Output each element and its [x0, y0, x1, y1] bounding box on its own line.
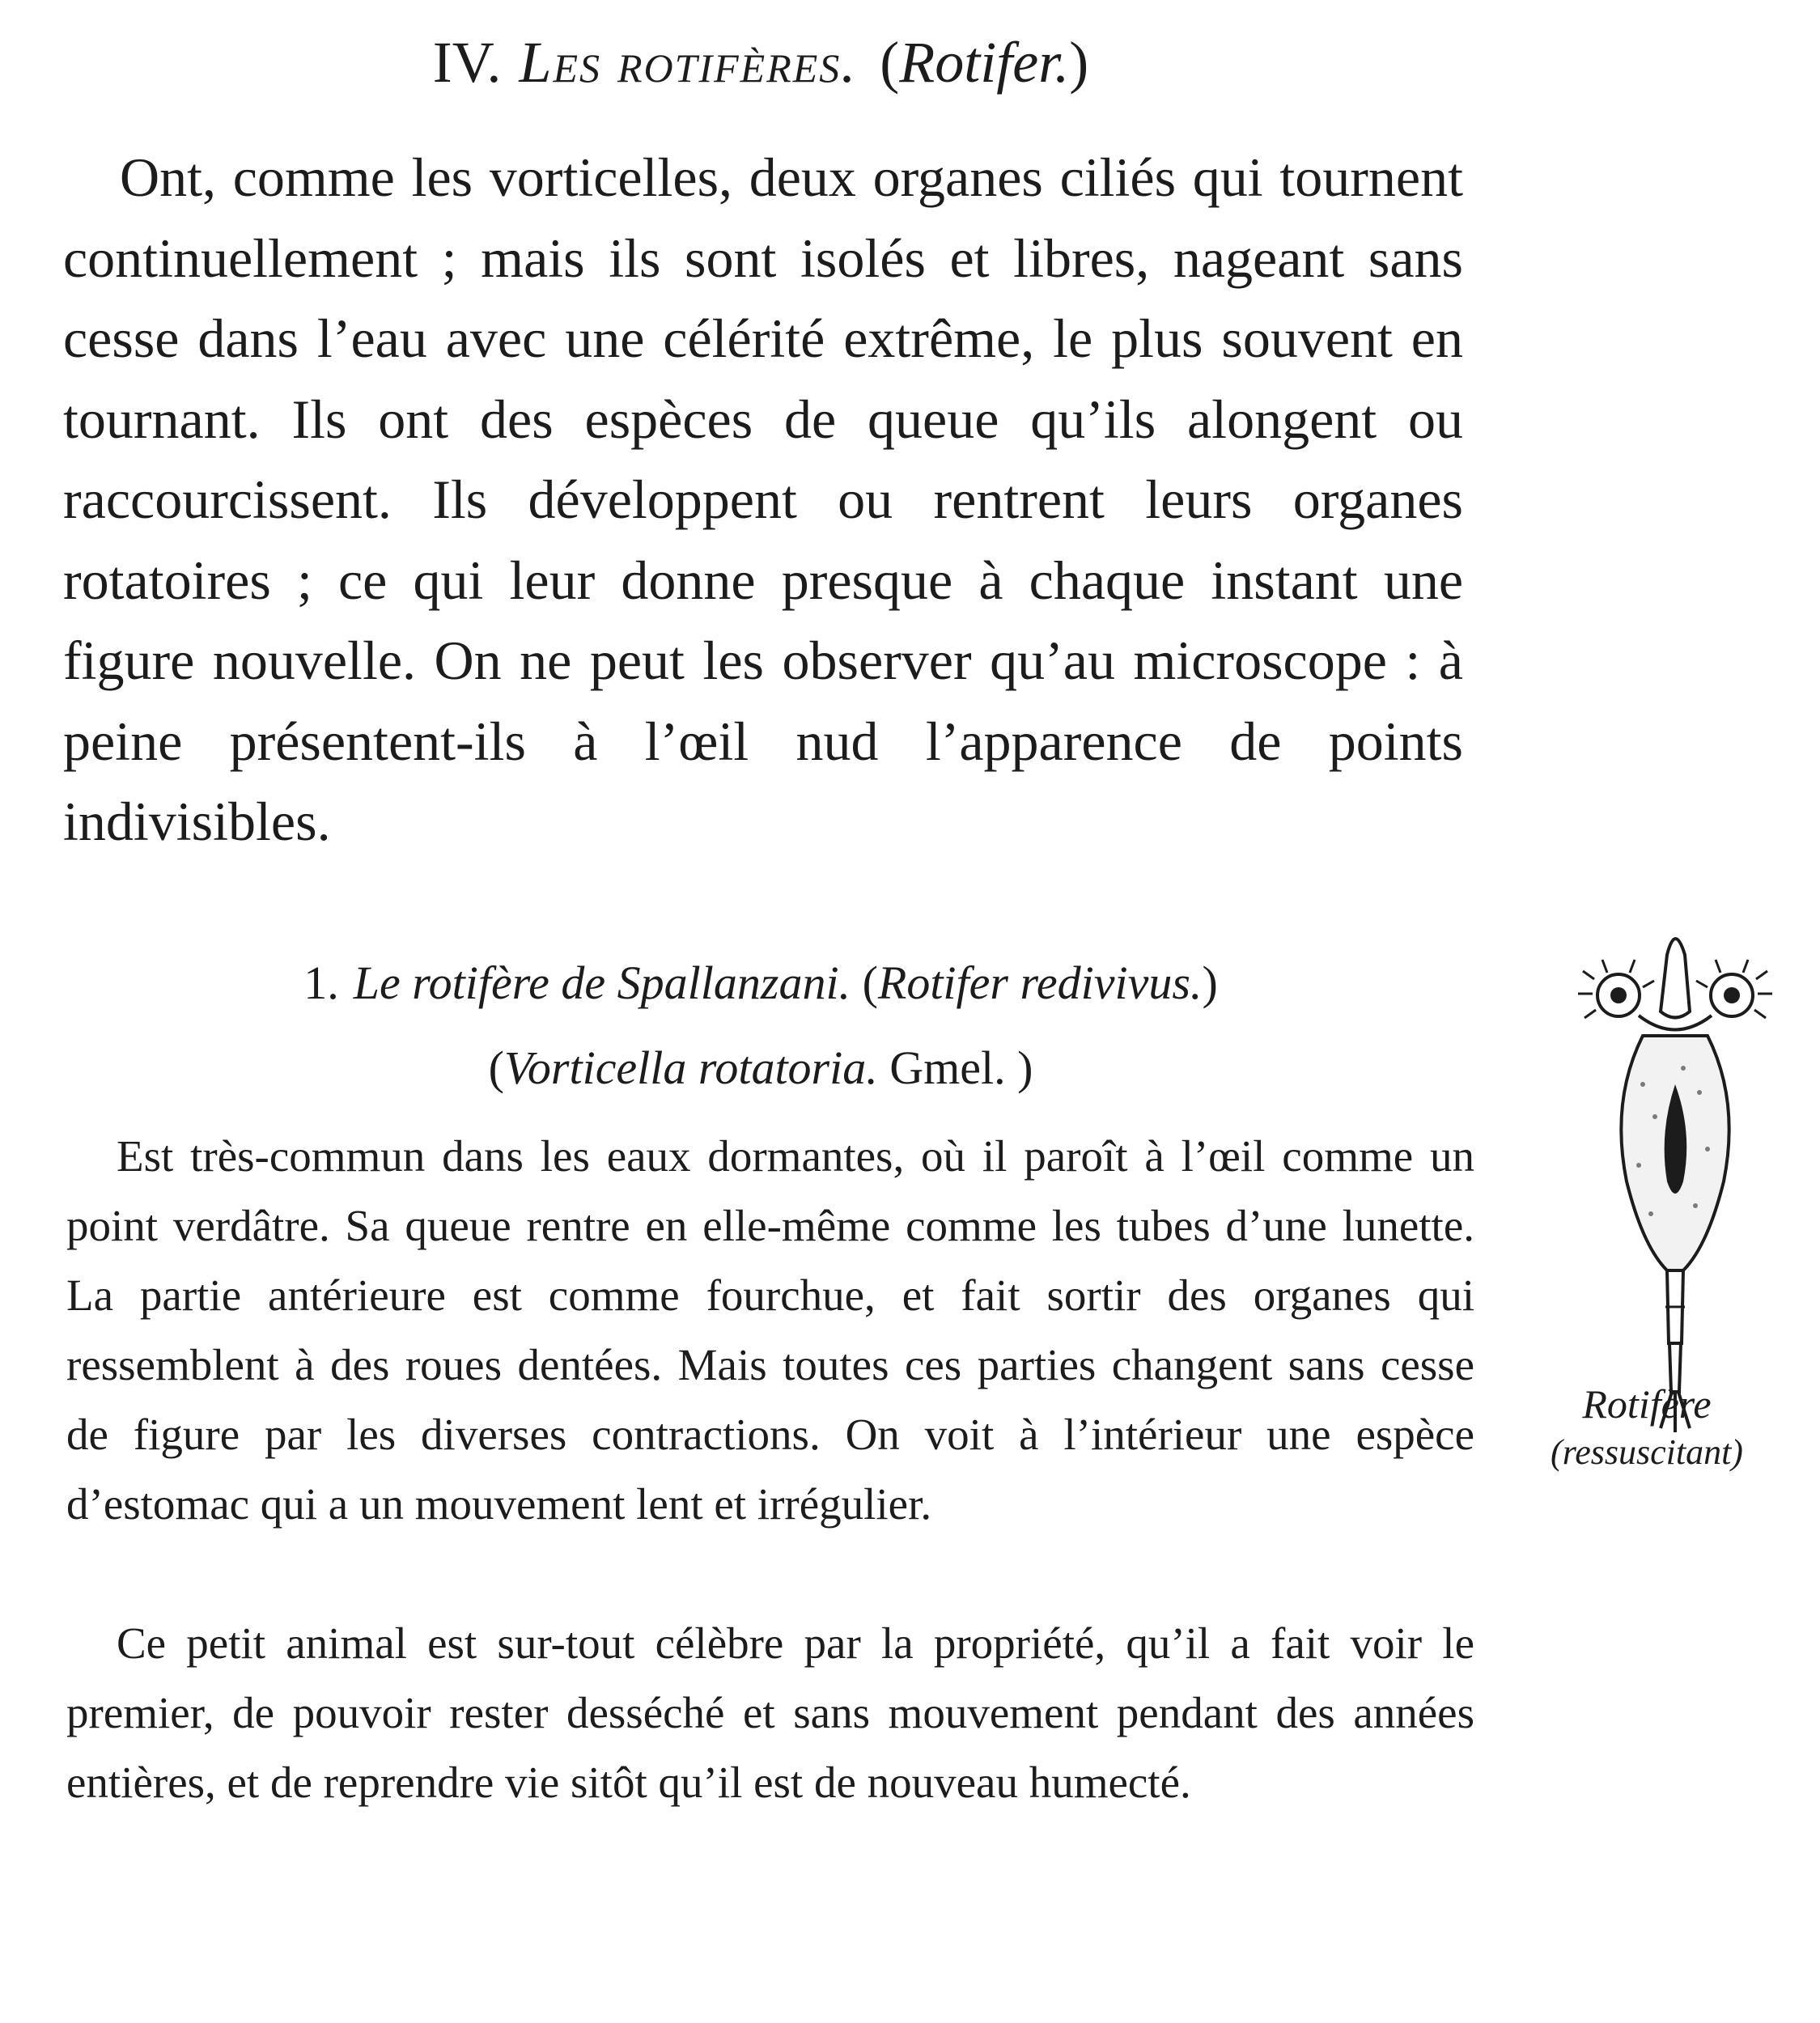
species-number: 1.	[303, 956, 339, 1009]
figure-caption	[1513, 1380, 1780, 1477]
synonym-author: Gmel.	[889, 1041, 1006, 1094]
species-synonym	[65, 1040, 1457, 1096]
synonym-close: )	[1017, 1041, 1033, 1094]
species-common-name: Le rotifère de Spallanzani.	[353, 956, 851, 1009]
rotifer-snout	[1661, 939, 1690, 1018]
section-heading	[65, 31, 1457, 95]
species-latin-open: (	[862, 956, 878, 1009]
section-latin-name: Rotifer.	[899, 30, 1070, 95]
synonym-name: Vorticella rotatoria.	[503, 1041, 878, 1094]
rotifer-illustration	[1554, 922, 1797, 1448]
rotifer-left-wheel	[1578, 960, 1654, 1018]
description-paragraph: Est très-commun dans les eaux dormantes, où il paroît à l’œil comme un point verdâtre. Sa queue rentre en elle-même comme les tubes d’une lunette. La partie antérieure est comme fourchue, et fait sortir des organes qui ressemblent à des roues dentées. Mais toutes ces parties changent sans cesse de figure par les diverses contractions. On voit à l’intérieur une espèce d’estomac qui a un mouvement lent et irrégulier.	[66, 1131, 1474, 1529]
section-latin-open: (	[880, 30, 900, 95]
synonym-open: (	[488, 1041, 504, 1094]
species-latin-close: )	[1202, 956, 1218, 1009]
intro-paragraph: Ont, comme les vorticelles, deux organes ciliés qui tournent continuellement ; mais ils sont isolés et libres, nageant sans cesse dans l’eau avec une célérité extrême, le plus souvent en tournant. Ils ont des espèces de queue qu’ils alongent ou raccourcissent. Ils développent ou rentrent leurs organes rotatoires ; ce qui leur donne presque à chaque instant une figure nouvelle. On ne peut les observer qu’au microscope : à peine présentent-ils à l’œil nud l’apparence de points indivisibles.	[63, 146, 1463, 852]
section-latin-close: )	[1069, 30, 1089, 95]
species-latin-name: Rotifer redivivus.	[877, 956, 1203, 1009]
section-numeral: IV.	[432, 30, 502, 95]
rotifer-right-wheel	[1696, 960, 1772, 1018]
caption-line-1: Rotifère	[1582, 1381, 1712, 1427]
species-title	[65, 955, 1457, 1012]
property-paragraph: Ce petit animal est sur-tout célèbre par la propriété, qu’il a fait voir le premier, de pouvoir rester desséché et sans mouvement pendant des années entières, et de reprendre vie sitôt qu’il est de nouveau humecté.	[66, 1618, 1474, 1807]
caption-line-2: (ressuscitant)	[1551, 1432, 1743, 1472]
section-title: Les rotifères.	[519, 30, 858, 95]
